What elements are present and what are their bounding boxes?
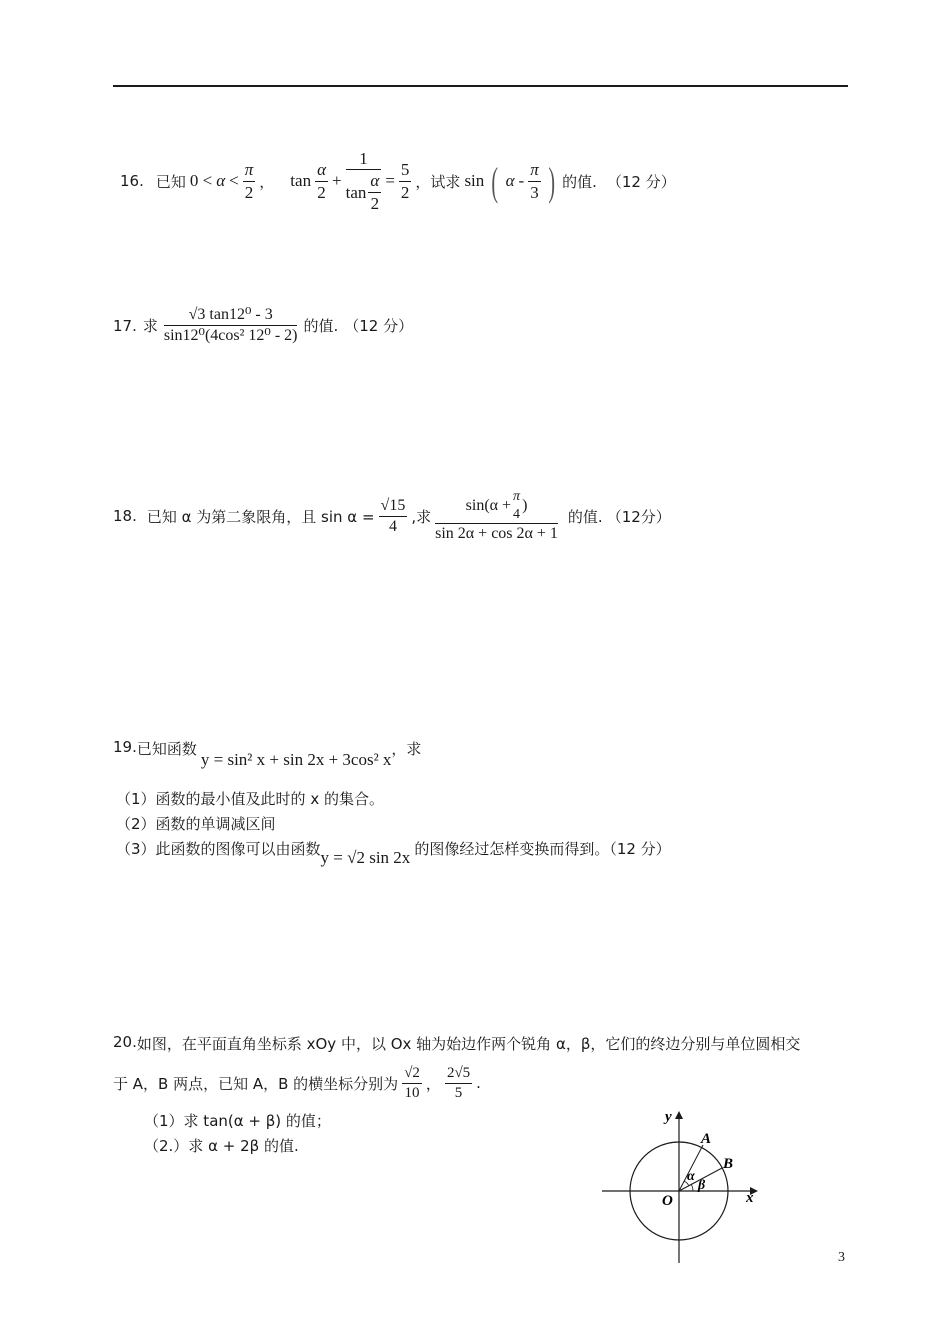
q18-fraction bbox=[435, 488, 558, 544]
fraction-numerator: √3 tan12⁰ - 3 bbox=[164, 305, 298, 326]
question-number: 17. bbox=[113, 316, 137, 335]
x-axis-label: x bbox=[746, 1190, 754, 1206]
sqrt15-over-4 bbox=[379, 496, 408, 537]
question-tail: 的值. bbox=[303, 317, 339, 335]
right-paren: ) bbox=[548, 158, 555, 204]
sin-label: sin bbox=[464, 171, 485, 190]
fraction-denominator: 2 bbox=[370, 193, 380, 213]
q19-part-3 bbox=[116, 838, 671, 868]
question-18 bbox=[113, 488, 671, 544]
pi-over-3 bbox=[528, 159, 541, 203]
score-label: （12分） bbox=[606, 507, 671, 526]
q19-part-1: （1）函数的最小值及此时的 x 的集合。 bbox=[116, 790, 384, 808]
condition-left: 0 < bbox=[189, 171, 213, 190]
fraction-numerator: α bbox=[368, 170, 381, 192]
unit-circle-figure bbox=[598, 1105, 768, 1265]
separator: ， bbox=[425, 1074, 441, 1093]
alpha-over-2 bbox=[368, 170, 381, 214]
part-lead: （3）此函数的图像可以由函数 bbox=[116, 840, 321, 858]
score-label: （12 分） bbox=[606, 172, 676, 191]
numerator-left: sin(α + bbox=[465, 496, 512, 514]
five-over-2 bbox=[399, 159, 412, 203]
minus-sign: - bbox=[518, 171, 525, 190]
beta-arc bbox=[691, 1184, 693, 1191]
point-b-label: B bbox=[723, 1156, 734, 1172]
question-lead: 已知函数 bbox=[136, 740, 197, 758]
q20-part-1: （1）求 tan(α + β) 的值； bbox=[144, 1112, 331, 1130]
question-number: 20. bbox=[113, 1033, 137, 1051]
point-a-label: A bbox=[701, 1131, 712, 1147]
fraction-numerator: √15 bbox=[379, 496, 408, 517]
y-axis-label: y bbox=[665, 1109, 672, 1125]
question-line-2: 于 A，B 两点，已知 A，B 的横坐标分别为 bbox=[113, 1074, 399, 1093]
2sqrt5-over-5 bbox=[445, 1064, 472, 1103]
question-ask: ，试求 bbox=[415, 172, 461, 191]
question-number: 18. bbox=[113, 507, 137, 525]
fraction-denominator bbox=[346, 170, 382, 214]
equals-sign: = bbox=[385, 171, 395, 190]
fraction-numerator: √2 bbox=[402, 1064, 422, 1084]
tan-label: tan bbox=[290, 171, 312, 190]
fraction-denominator: 10 bbox=[404, 1084, 420, 1101]
q19-part-2: （2）函数的单调减区间 bbox=[116, 815, 276, 833]
fraction-numerator: 5 bbox=[399, 159, 412, 181]
fraction-denominator: 5 bbox=[454, 1084, 463, 1101]
period: . bbox=[476, 1074, 481, 1093]
fraction-denominator: sin 2α + cos 2α + 1 bbox=[435, 525, 558, 542]
question-lead: 求 bbox=[142, 317, 158, 335]
question-number: 16. bbox=[120, 172, 144, 190]
function-formula: y = sin² x + sin 2x + 3cos² x bbox=[200, 750, 392, 769]
part-tail: 的图像经过怎样变换而得到。（12 分） bbox=[414, 840, 671, 858]
fraction-denominator: sin12⁰(4cos² 12⁰ - 2) bbox=[163, 327, 298, 344]
reciprocal-tan bbox=[346, 148, 382, 214]
question-number: 19. bbox=[113, 738, 137, 756]
header-rule bbox=[113, 85, 848, 87]
y-axis-arrow-icon bbox=[675, 1111, 683, 1119]
fraction-denominator: 2 bbox=[244, 182, 254, 202]
fraction-numerator bbox=[435, 488, 558, 524]
fraction-denominator: 4 bbox=[513, 506, 521, 522]
plus-sign: + bbox=[332, 171, 342, 190]
fraction-numerator: π bbox=[243, 159, 256, 181]
alpha-over-2 bbox=[315, 159, 328, 203]
question-tail: 的值. bbox=[562, 172, 597, 191]
sqrt2-over-10 bbox=[402, 1064, 422, 1103]
score-label: （12 分） bbox=[344, 317, 414, 335]
fraction-numerator: π bbox=[513, 489, 521, 504]
pi-over-2 bbox=[243, 159, 256, 203]
fraction-denominator: 2 bbox=[400, 182, 410, 202]
alpha-angle-label: α bbox=[687, 1169, 695, 1184]
fraction-numerator: 2√5 bbox=[445, 1064, 472, 1084]
tan-label: tan bbox=[345, 182, 367, 202]
alpha-symbol: α bbox=[505, 171, 515, 190]
question-ask: ，求 bbox=[391, 740, 422, 758]
fraction-numerator: 1 bbox=[346, 148, 382, 170]
pi-over-4 bbox=[511, 488, 522, 523]
beta-angle-label: β bbox=[698, 1178, 706, 1193]
question-16 bbox=[120, 150, 676, 212]
fraction-denominator: 4 bbox=[388, 517, 397, 535]
fraction-denominator: 2 bbox=[317, 182, 326, 202]
left-paren: ( bbox=[491, 158, 499, 204]
question-line-1: 如图，在平面直角坐标系 xOy 中，以 Ox 轴为始边作两个锐角 α，β，它们的终边分别与单位圆相交 bbox=[136, 1035, 801, 1053]
separator: ， bbox=[259, 172, 275, 191]
question-20 bbox=[113, 1033, 800, 1054]
question-ask: ,求 bbox=[411, 507, 432, 526]
question-tail: 的值. bbox=[567, 507, 603, 526]
question-lead: 已知 α 为第二象限角，且 sin α = bbox=[146, 507, 375, 526]
alpha-symbol: α bbox=[216, 171, 226, 190]
origin-label: O bbox=[662, 1193, 673, 1209]
part-formula: y = √2 sin 2x bbox=[320, 848, 411, 867]
fraction-numerator: π bbox=[528, 159, 541, 181]
q20-part-2: （2.）求 α + 2β 的值. bbox=[144, 1137, 299, 1155]
question-17 bbox=[113, 305, 413, 346]
numerator-right: ) bbox=[522, 496, 528, 514]
q17-fraction bbox=[164, 305, 298, 346]
fraction-numerator: α bbox=[315, 159, 328, 181]
question-lead: 已知 bbox=[155, 172, 186, 191]
q20-line-2 bbox=[113, 1064, 481, 1103]
fraction-denominator: 3 bbox=[530, 182, 539, 202]
less-than: < bbox=[229, 171, 239, 190]
page-number: 3 bbox=[838, 1250, 845, 1265]
question-19 bbox=[113, 738, 421, 770]
